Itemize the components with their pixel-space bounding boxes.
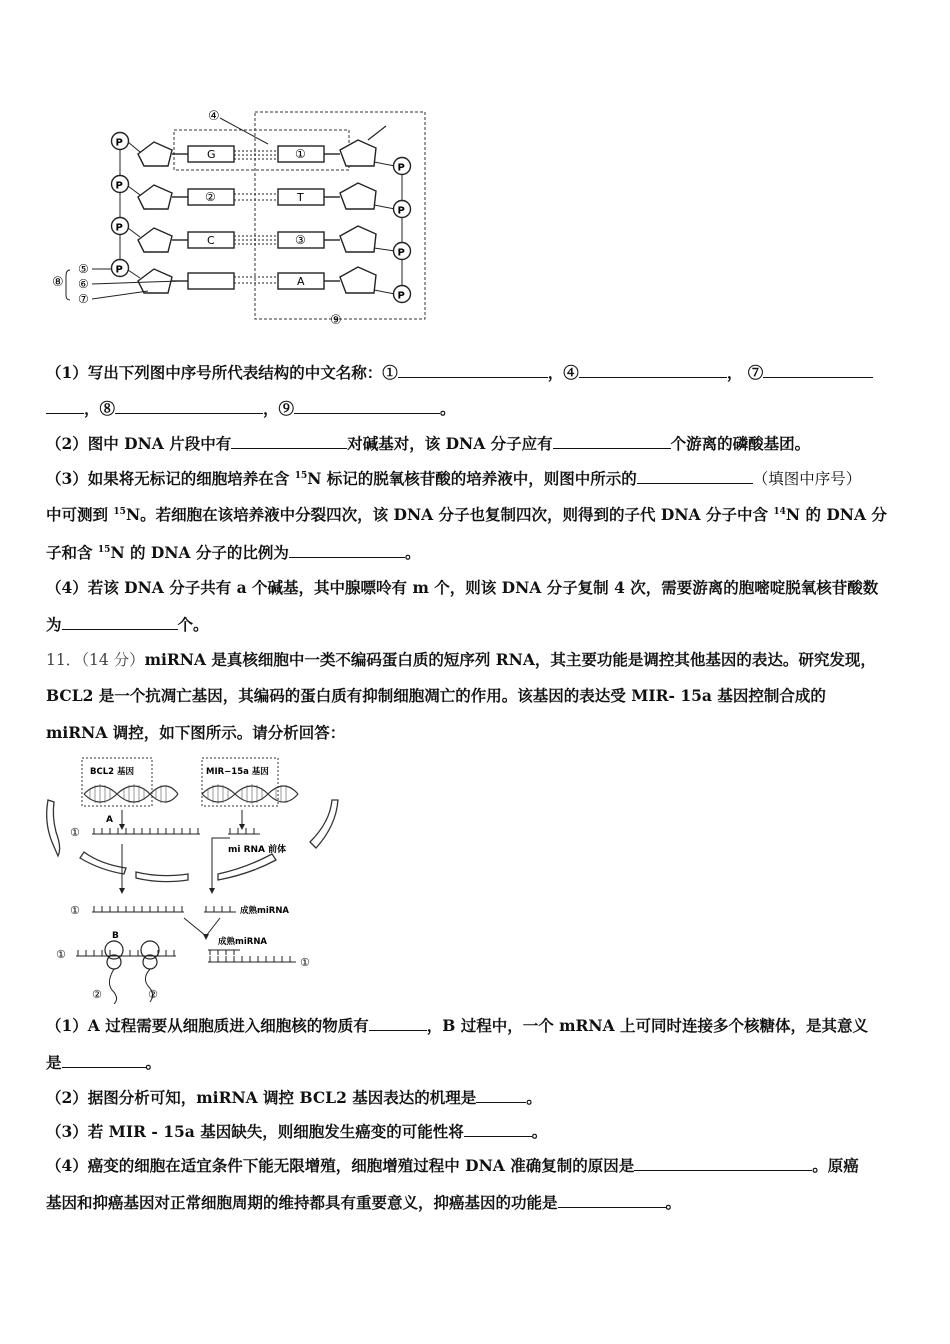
text: 。 (440, 399, 456, 418)
callout-5: ⑤ (78, 262, 89, 276)
question-number: 11．（14 分） (46, 651, 145, 669)
mirna-mrna-complex (208, 950, 296, 962)
text: 。原癌 (812, 1156, 859, 1175)
answer-blank-8[interactable] (115, 398, 263, 414)
bcl2-dna-helix (84, 786, 178, 802)
text: （4）癌变的细胞在适宜条件下能无限增殖，细胞增殖过程中 DNA 准确复制的原因是 (46, 1156, 635, 1175)
q10-part3-line2 (46, 505, 910, 525)
text: 个。 (177, 615, 209, 634)
phosphate-label: P (397, 205, 405, 217)
sugar-right-3 (340, 226, 376, 252)
text: 个游离的磷酸基团。 (670, 434, 811, 453)
q11-part4-line2 (46, 1192, 910, 1213)
answer-blank-suppressor-function[interactable] (558, 1192, 666, 1208)
q11-part1-line1 (46, 1015, 910, 1036)
q10-part1-line2 (46, 398, 910, 419)
text: （填图中序号） (752, 470, 862, 488)
phosphate-label: P (397, 162, 405, 174)
base-left-4 (188, 273, 234, 289)
q10-part3-line3 (46, 542, 910, 563)
base-right-label-3: ③ (295, 233, 306, 247)
text: 。 (145, 1053, 162, 1072)
text: 中可测到 (46, 505, 114, 524)
pre-mirna-label: mi RNA 前体 (228, 845, 287, 855)
marker-1d: ① (300, 956, 310, 969)
text: 为 (46, 615, 62, 634)
answer-blank-1[interactable] (398, 362, 548, 378)
answer-blank-cytosine[interactable] (62, 614, 178, 630)
text: （2）图中 DNA 片段中有 (46, 434, 232, 453)
text: （1）写出下列图中序号所代表结构的中文名称：① (46, 363, 398, 382)
mir15a-gene-label: MIR−15a 基因 (206, 767, 269, 777)
answer-blank-phosphate[interactable] (553, 433, 671, 449)
sugar-right-2 (340, 183, 376, 209)
dna-structure-figure (40, 100, 440, 335)
text: miRNA 调控，如下图所示。请分析回答： (46, 723, 346, 742)
text: 。 (531, 1122, 548, 1141)
marker-2a: ② (92, 988, 102, 1001)
mirna-regulation-figure (40, 752, 350, 1004)
text: miRNA 是真核细胞中一类不编码蛋白质的短序列 RNA，其主要功能是调控其他基因的表达。研究发现， (144, 650, 876, 669)
text: 基因和抑癌基因对正常细胞周期的维持都具有重要意义，抑癌基因的功能是 (46, 1193, 558, 1212)
text: （1）A 过程需要从细胞质进入细胞核的物质有 (46, 1016, 369, 1035)
text: N 的 DNA 分 (785, 505, 887, 524)
answer-blank-labeled[interactable] (637, 468, 753, 484)
process-a-label: A (106, 815, 113, 825)
base-left-label-3: C (207, 234, 215, 247)
text: 对碱基对，该 DNA 分子应有 (347, 434, 553, 453)
text: N 标记的脱氧核苷酸的培养液中，则图中所示的 (307, 469, 637, 488)
callout-8: ⑧ (52, 275, 64, 290)
nuclear-envelope (47, 800, 60, 856)
superscript: 14 (773, 507, 786, 517)
text: 。 (404, 543, 421, 562)
mature-mirna-label-1: 成熟miRNA (240, 906, 290, 916)
mature-mirna-label-2: 成熟miRNA (218, 937, 268, 947)
superscript: 15 (113, 507, 126, 517)
marker-1c: ① (56, 948, 66, 961)
text: 子和含 (46, 543, 98, 562)
text: （4）若该 DNA 分子共有 a 个碱基，其中腺嘌呤有 m 个，则该 DNA 分子复制 4 次，需要游离的胞嘧啶脱氧核苷酸数 (46, 578, 879, 597)
q11-part4-line1 (46, 1155, 910, 1176)
text: ，⑧ (84, 399, 116, 418)
bcl2-gene-label: BCL2 基因 (90, 767, 135, 777)
base-left-label-2: ② (205, 190, 216, 204)
q11-intro-line3 (46, 723, 910, 743)
answer-blank-7-cont[interactable] (46, 398, 84, 414)
sugar-left-2 (138, 185, 172, 209)
base-right-label-2: T (297, 191, 304, 204)
callout-6: ⑥ (78, 277, 89, 291)
phosphate-label: P (397, 247, 405, 259)
q10-part2 (46, 433, 910, 454)
q11-part2 (46, 1087, 910, 1108)
text: ，B 过程中，一个 mRNA 上可同时连接多个核糖体，是其意义 (426, 1016, 868, 1035)
phosphate-label: P (397, 290, 405, 302)
dna-row-1 (112, 126, 411, 175)
sugar-left-3 (138, 228, 172, 252)
answer-blank-significance[interactable] (62, 1052, 146, 1068)
q10-part3-line1 (46, 468, 910, 489)
base-right-label-1: ① (295, 147, 306, 161)
text: N。若细胞在该培养液中分裂四次，该 DNA 分子也复制四次，则得到的子代 DNA 分子中含 (125, 505, 774, 524)
answer-blank-9[interactable] (294, 398, 440, 414)
answer-blank-7[interactable] (763, 362, 873, 378)
text: BCL2 是一个抗凋亡基因，其编码的蛋白质有抑制细胞凋亡的作用。该基因的表达受 MIR- 15a 基因控制合成的 (46, 686, 826, 705)
sugar-left-1 (138, 142, 172, 166)
base-left-label-1: G (207, 148, 216, 161)
mir15a-gene-box (202, 758, 278, 806)
sugar-right-1 (340, 140, 376, 166)
text: （3）如果将无标记的细胞培养在含 (46, 469, 295, 488)
sugar-right-4 (340, 267, 376, 293)
marker-1a: ① (70, 826, 80, 839)
ribosome-1 (105, 941, 123, 1004)
q10-part4-line1 (46, 578, 910, 598)
mir15a-dna-helix (202, 786, 298, 802)
bcl2-gene-box (82, 758, 152, 806)
q11-intro-line1 (46, 650, 910, 670)
phosphate-label: P (115, 264, 123, 276)
base-right-label-4: A (297, 275, 305, 288)
callout-4: ④ (208, 109, 220, 124)
text: ， ⑦ (726, 363, 764, 382)
q10-part4-line2 (46, 614, 910, 635)
text: 是 (46, 1053, 62, 1072)
mrna-nucleus (92, 828, 200, 834)
q11-intro-line2 (46, 686, 910, 706)
text: （2）据图分析可知，miRNA 调控 BCL2 基因表达的机理是 (46, 1088, 477, 1107)
answer-blank-possibility[interactable] (464, 1121, 532, 1137)
mirna-precursor (228, 828, 260, 834)
q11-part3 (46, 1121, 910, 1142)
mrna-translation (76, 950, 176, 956)
text: 。 (526, 1088, 542, 1107)
phosphate-label: P (115, 222, 123, 234)
answer-blank-replication-reason[interactable] (634, 1155, 812, 1171)
mrna-cytoplasm (92, 906, 184, 912)
callout-9: ⑨ (330, 313, 342, 328)
answer-blank-ratio[interactable] (289, 542, 405, 558)
mature-mirna-1 (204, 906, 236, 912)
text: N 的 DNA 分子的比例为 (110, 543, 289, 562)
answer-blank-4[interactable] (579, 362, 727, 378)
answer-blank-mechanism[interactable] (476, 1087, 526, 1103)
marker-1b: ① (70, 904, 80, 917)
marker-2b: ② (148, 988, 158, 1001)
superscript: 15 (294, 471, 308, 481)
answer-blank-nucleus-materials[interactable] (369, 1015, 427, 1031)
callout-7: ⑦ (78, 292, 89, 306)
text: ，⑨ (263, 399, 295, 418)
answer-blank-base-pairs[interactable] (231, 433, 347, 449)
superscript: 15 (97, 545, 111, 555)
phosphate-label: P (115, 180, 123, 192)
q11-part1-line2 (46, 1052, 910, 1073)
text: ，④ (547, 363, 579, 382)
process-b-label: B (112, 931, 119, 941)
text: 。 (665, 1193, 682, 1212)
q10-part1-line1 (46, 362, 910, 383)
text: （3）若 MIR - 15a 基因缺失，则细胞发生癌变的可能性将 (46, 1122, 464, 1141)
phosphate-label: P (115, 137, 123, 149)
